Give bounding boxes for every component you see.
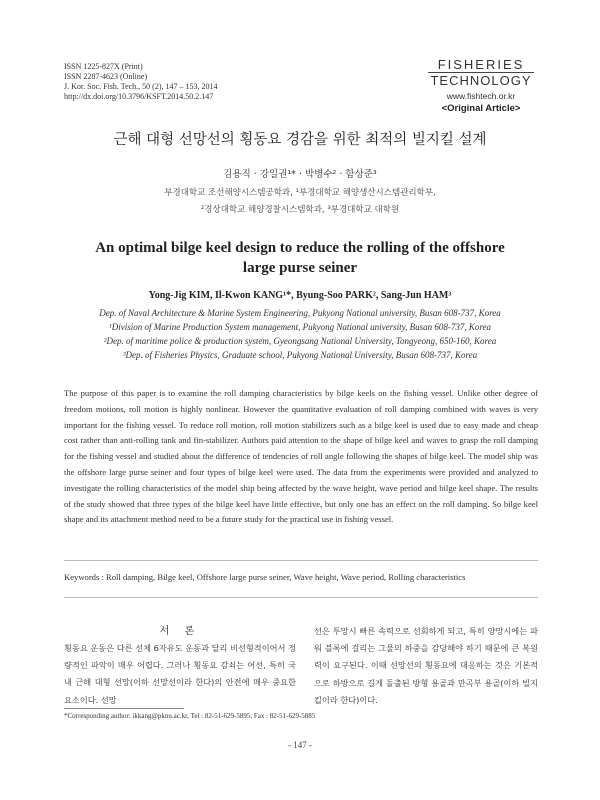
section-heading-introduction: 서 론: [159, 626, 201, 637]
doi-link[interactable]: http://dx.doi.org/10.3796/KSFT.2014.50.2.147: [64, 92, 214, 101]
english-title-line2: large purse seiner: [242, 260, 358, 276]
korean-affiliation-2: ²경상대학교 해양경찰시스템학과, ³부경대학교 대학원: [200, 205, 400, 215]
page-number: - 147 -: [288, 740, 312, 750]
english-authors: Yong-Jig KIM, Il-Kwon KANG¹*, Byung-Soo PARK², Sang-Jun HAM³: [148, 290, 452, 301]
footnote-divider: [64, 708, 184, 709]
english-title: [0, 238, 600, 278]
english-title-line1: An optimal bilge keel design to reduce the rolling of the offshore: [95, 240, 505, 256]
intro-right-column: 선은 투망시 빠른 속력으로 선회하게 되고, 특히 양망시에는 파워 블록에 걸리는 그물의 하중을 감당해야 하기 때문에 큰 복원력이 요구된다. 이때 선망선의 횡동요에 대응하는 것은 기본적으로 하방으로 길게 돌출된 방형 용골과 만곡부 용골(이하 빌지 킬이라 한다)이다.: [314, 626, 538, 705]
citation: J. Kor. Soc. Fish. Tech., 50 (2), 147 – 153, 2014: [64, 82, 218, 91]
divider: [64, 560, 538, 561]
corresponding-author-footnote: *Corresponding author: ikkang@pknu.ac.kr, Tel : 82-51-629-5895, Fax : 82-51-629-5885: [64, 712, 316, 720]
english-affiliation-4: ³Dep. of Fisheries Physics, Graduate school, Pukyong National University, Busan 608-737, Korea: [122, 350, 478, 360]
english-affiliation-1: Dep. of Naval Architecture & Marine System Engineering, Pukyong National university, Busan 608-737, Korea: [99, 308, 501, 318]
logo-line1: FISHERIES: [437, 57, 525, 72]
korean-title: 근해 대형 선망선의 횡동요 경감을 위한 최적의 빌지킬 설계: [113, 132, 487, 148]
intro-left-column: 횡동요 운동은 다른 선체 6자유도 운동과 달리 비선형적이어서 정량적인 파악이 매우 어렵다. 그러나 횡동요 감쇠는 어선, 특히 국내 근해 대형 선망(이하 선망선이라 한다)의 안전에 매우 중요한 요소이다. 선망: [64, 643, 296, 705]
article-type: <Original Article>: [441, 103, 521, 114]
issn-online: ISSN 2287-4623 (Online): [64, 72, 148, 81]
keywords: Keywords : Roll damping, Bilge keel, Offshore large purse seiner, Wave height, Wave period, Rolling characteristics: [64, 572, 466, 582]
korean-authors: 김용직 · 강일권¹* · 박병수² · 함상준³: [223, 169, 377, 180]
english-affiliation-2: ¹Division of Marine Production System management, Pukyong National university, Busan 608-737, Korea: [109, 322, 491, 332]
journal-logo: [422, 58, 540, 114]
divider: [64, 597, 538, 598]
logo-line2: TECHNOLOGY: [430, 73, 532, 88]
korean-affiliation-1: 부경대학교 조선해양시스템공학과, ¹부경대학교 해양생산시스템관리학부,: [164, 188, 436, 198]
issn-print: ISSN 1225-827X (Print): [64, 62, 143, 71]
english-affiliation-3: ²Dep. of maritime police & production system, Gyeongsang National University, Tongyeong, 650-160, Korea: [103, 336, 497, 346]
journal-metadata: [64, 62, 218, 102]
abstract: The purpose of this paper is to examine the roll damping characteristics by bilge keels on the fishing vessel. Unlike other degree of freedom motions, roll motion is highly nonlinear. However the quantitative evaluation of roll damping combined with waves is very important for the fishing vessel. To reduce roll motion, roll motion stabilizers such as a bilge keel is used due to easy made and cheap cost rather than anti-rolling tank and fin-stabilizer. Authors paid attention to the shape of bilge keel and waves to grasp the roll damping for the fishing vessel and studied about the difference of tendencies of roll angle following the shapes of bilge keel. The model ship was the offshore large purse seiner and four types of bilge keel were used. The data from the experiments were provided and analyzed to investigate the rolling characteristics of the model ship being affected by the wave height, wave period and bilge keel shape. The results of the study showed that three types of the bilge keel have little effective, but only one has an effect on the roll damping. So bilge keel shape and its attachment method need to be a future study for the practical use in fishing vessel.: [64, 388, 538, 525]
journal-url[interactable]: www.fishtech.or.kr: [446, 91, 516, 101]
